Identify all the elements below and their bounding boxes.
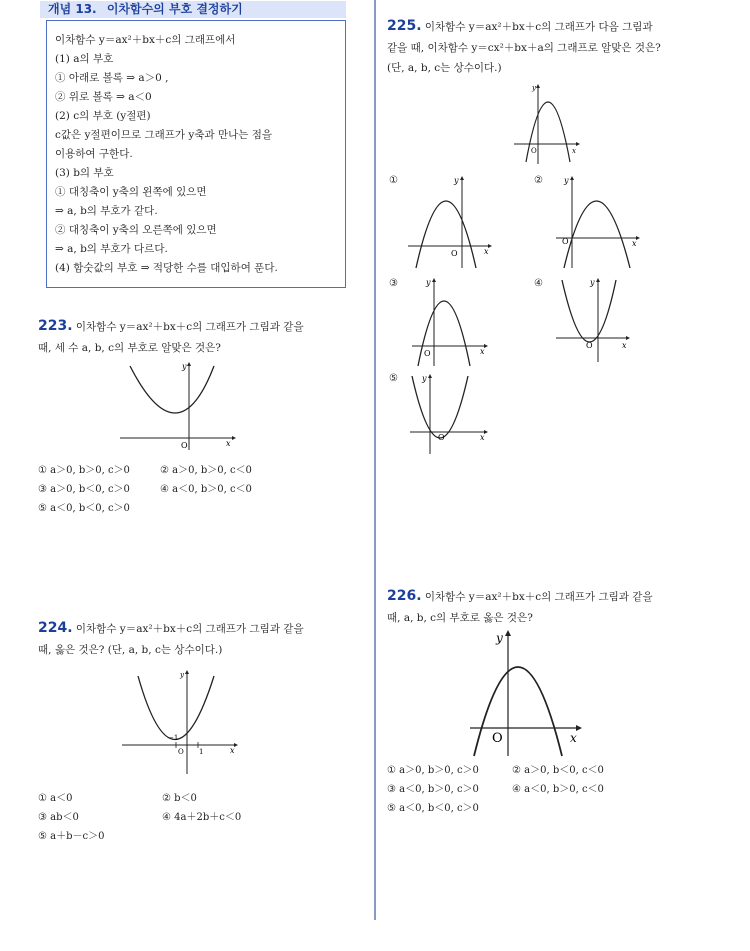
q226-graph: [466, 628, 586, 760]
concept-number: 개념 13.: [48, 2, 97, 16]
x-label: x: [226, 439, 231, 448]
q223-text: 이차함수 y＝ax²＋bx＋c의 그래프가 그림과 같을: [75, 321, 304, 333]
y-axis-arrow: [570, 176, 574, 180]
y-axis-arrow: [536, 84, 540, 88]
q223-line1: [38, 316, 304, 337]
q225-line3: (단, a, b, c는 상수이다.): [387, 62, 502, 74]
x-label: x: [622, 341, 627, 350]
q223-choice-3[interactable]: ③ a＞0, b＜0, c＞0: [38, 484, 130, 495]
x-label: x: [230, 746, 235, 755]
q225-option-5-label[interactable]: ⑤: [389, 373, 398, 384]
q224-graph: [120, 668, 240, 778]
q225-number: 225.: [387, 18, 422, 34]
concept-line: ① 대칭축이 y축의 왼쪽에 있으면: [55, 186, 207, 198]
column-divider: [374, 0, 376, 920]
y-axis-arrow: [505, 630, 511, 636]
y-label: y: [496, 631, 503, 645]
x-axis-arrow: [232, 436, 236, 440]
y-axis-arrow: [428, 374, 432, 378]
q224-choice-5[interactable]: ⑤ a＋b－c＞0: [38, 831, 105, 842]
x-label: x: [632, 239, 637, 248]
x-label: x: [480, 433, 485, 442]
origin-label: O: [586, 341, 593, 350]
q226-choice-2[interactable]: ② a＞0, b＜0, c＜0: [512, 765, 604, 776]
q224-choice-1[interactable]: ① a＜0: [38, 793, 73, 804]
q223-number: 223.: [38, 318, 73, 334]
q223-choice-4[interactable]: ④ a＜0, b＞0, c＜0: [160, 484, 252, 495]
concept-box: [46, 20, 346, 288]
q226-number: 226.: [387, 588, 422, 604]
q224-choice-4[interactable]: ④ 4a＋2b＋c＜0: [162, 812, 242, 823]
concept-line: c값은 y절편이므로 그래프가 y축과 만나는 점을: [55, 129, 273, 141]
x-axis-arrow: [636, 236, 640, 240]
x-axis-arrow: [576, 142, 580, 146]
y-label: y: [422, 374, 427, 383]
x-label: x: [570, 731, 577, 745]
y-axis-arrow: [596, 278, 600, 282]
origin-label: O: [562, 237, 569, 246]
q225-option-1-graph[interactable]: [406, 174, 496, 270]
y-label: y: [454, 176, 459, 185]
q223-choice-2[interactable]: ② a＞0, b＞0, c＜0: [160, 465, 252, 476]
parabola: [562, 280, 616, 342]
concept-line: ② 대칭축이 y축의 오른쪽에 있으면: [55, 224, 217, 236]
q225-option-4-label[interactable]: ④: [534, 278, 543, 289]
concept-header: [40, 1, 346, 18]
q225-text: 이차함수 y＝ax²＋bx＋c의 그래프가 다음 그림과: [424, 21, 653, 33]
origin-label: O: [438, 433, 445, 442]
q224-text: 이차함수 y＝ax²＋bx＋c의 그래프가 그림과 같을: [75, 623, 304, 635]
x-axis-arrow: [626, 336, 630, 340]
x-axis-arrow: [576, 725, 582, 731]
concept-line: (4) 함숫값의 부호 ⇒ 적당한 수를 대입하여 푼다.: [55, 262, 278, 274]
concept-line: (3) b의 부호: [55, 167, 114, 179]
q226-line2: 때, a, b, c의 부호로 옳은 것은?: [387, 612, 533, 624]
one-label: 1: [199, 748, 204, 756]
q223-choice-5[interactable]: ⑤ a＜0, b＜0, c＞0: [38, 503, 130, 514]
x-axis-arrow: [234, 743, 238, 747]
y-label: y: [590, 278, 595, 287]
concept-line: (2) c의 부호 (y절편): [55, 110, 151, 122]
q225-option-3-graph[interactable]: [410, 276, 492, 368]
q226-choice-1[interactable]: ① a＞0, b＞0, c＞0: [387, 765, 479, 776]
parabola: [138, 676, 214, 740]
concept-line: ⇒ a, b의 부호가 다르다.: [55, 243, 168, 255]
origin-label: O: [178, 748, 184, 756]
parabola: [416, 201, 476, 268]
x-axis-arrow: [488, 244, 492, 248]
q225-option-3-label[interactable]: ③: [389, 278, 398, 289]
y-label: y: [180, 671, 184, 679]
x-axis-arrow: [484, 344, 488, 348]
origin-label: O: [424, 349, 431, 358]
q225-line1: [387, 16, 653, 37]
q226-choice-4[interactable]: ④ a＜0, b＞0, c＜0: [512, 784, 604, 795]
y-label: y: [532, 84, 536, 92]
q223-choice-1[interactable]: ① a＞0, b＞0, c＞0: [38, 465, 130, 476]
concept-line: (1) a의 부호: [55, 53, 114, 65]
q225-option-4-graph[interactable]: [554, 276, 636, 368]
concept-line: ① 아래로 볼록 ⇒ a＞0 ,: [55, 72, 169, 84]
q225-option-2-graph[interactable]: [552, 174, 644, 270]
x-label: x: [480, 347, 485, 356]
concept-line: ⇒ a, b의 부호가 같다.: [55, 205, 158, 217]
q224-number: 224.: [38, 620, 73, 636]
y-label: y: [564, 176, 569, 185]
parabola: [474, 667, 562, 756]
concept-line: ② 위로 볼록 ⇒ a＜0: [55, 91, 152, 103]
y-label: y: [182, 362, 187, 371]
origin-label: O: [451, 249, 458, 258]
q225-option-1-label[interactable]: ①: [389, 175, 398, 186]
q225-option-5-graph[interactable]: [408, 372, 492, 458]
parabola: [412, 376, 468, 438]
parabola: [564, 201, 630, 268]
y-axis-arrow: [460, 176, 464, 180]
q224-line2: 때, 옳은 것은? (단, a, b, c는 상수이다.): [38, 644, 223, 656]
parabola: [130, 366, 214, 413]
q226-line1: [387, 586, 653, 607]
origin-label: O: [531, 147, 537, 155]
x-label: x: [484, 247, 489, 256]
origin-label: O: [181, 441, 188, 450]
q223-line2: 때, 세 수 a, b, c의 부호로 알맞은 것은?: [38, 342, 221, 354]
q226-choice-5[interactable]: ⑤ a＜0, b＜0, c＞0: [387, 803, 479, 814]
y-axis-arrow: [432, 278, 436, 282]
y-label: y: [426, 278, 431, 287]
origin-label: O: [492, 731, 503, 746]
q225-line2: 같을 때, 이차함수 y＝cx²＋bx＋a의 그래프로 알맞은 것은?: [387, 42, 661, 54]
concept-title: 이차함수의 부호 결정하기: [106, 2, 243, 16]
q226-text: 이차함수 y＝ax²＋bx＋c의 그래프가 그림과 같을: [424, 591, 653, 603]
minus-one-label: −1: [168, 734, 179, 742]
concept-line: 이용하여 구한다.: [55, 148, 133, 160]
y-axis-arrow: [187, 362, 191, 366]
q225-option-2-label[interactable]: ②: [534, 175, 543, 186]
q224-choice-3[interactable]: ③ ab＜0: [38, 812, 79, 823]
q223-graph: [118, 360, 236, 452]
q225-main-graph: [512, 82, 582, 166]
q224-line1: [38, 618, 304, 639]
y-axis-arrow: [185, 670, 189, 674]
q224-choice-2[interactable]: ② b＜0: [162, 793, 197, 804]
q226-choice-3[interactable]: ③ a＜0, b＞0, c＞0: [387, 784, 479, 795]
x-axis-arrow: [484, 430, 488, 434]
concept-line: 이차함수 y＝ax²＋bx＋c의 그래프에서: [55, 34, 236, 46]
x-label: x: [572, 147, 576, 155]
